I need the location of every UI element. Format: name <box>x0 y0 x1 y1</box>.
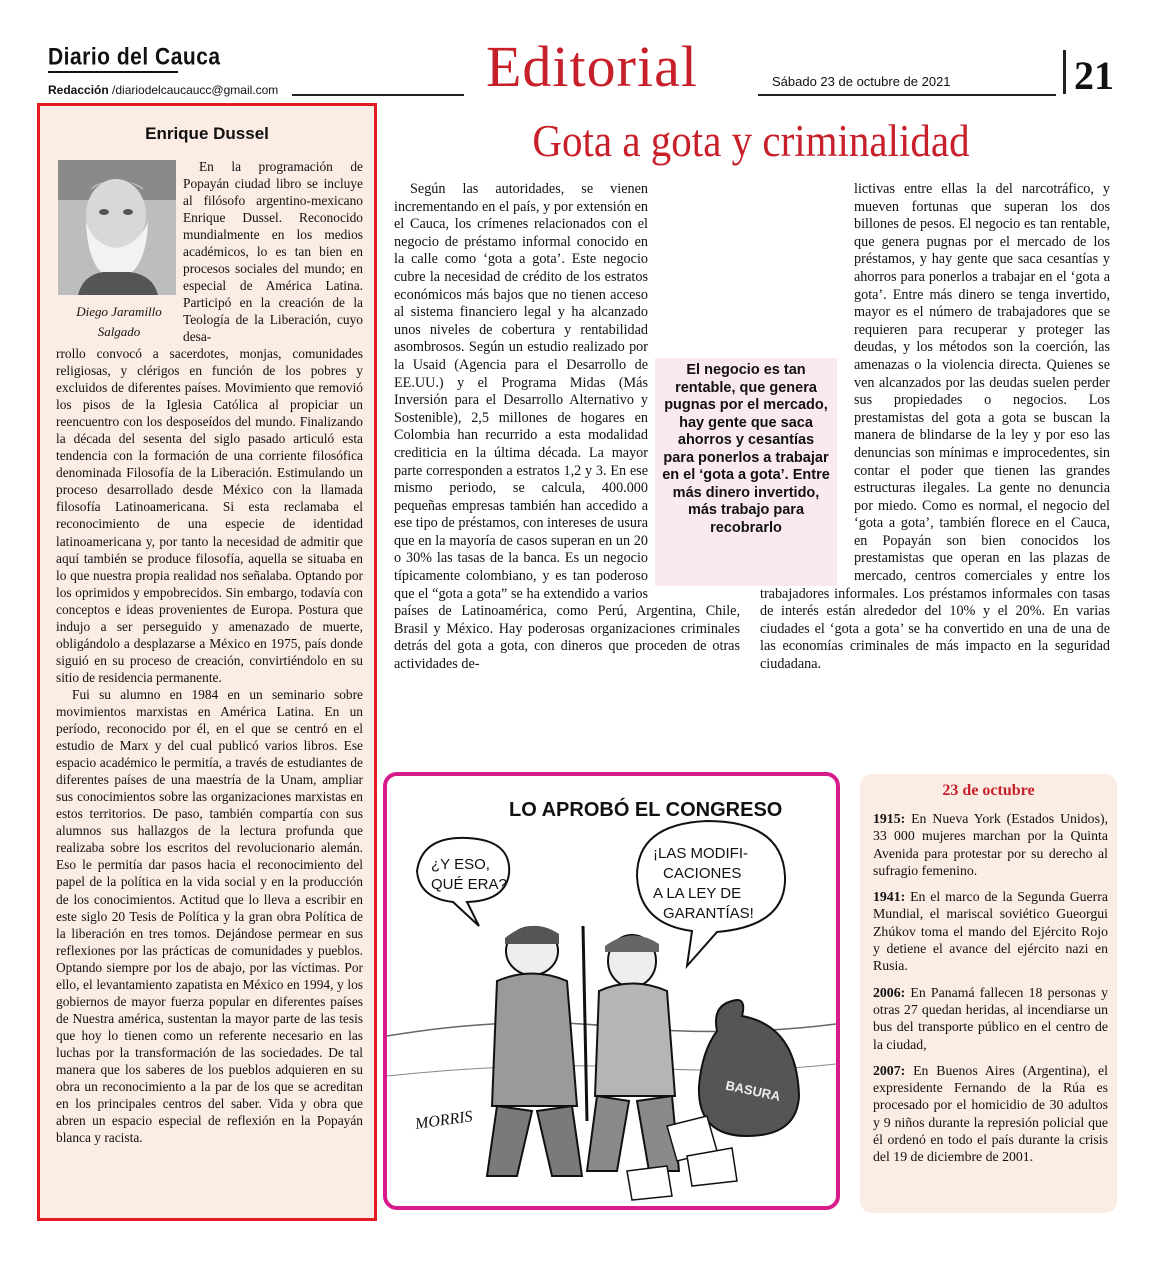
column-body-text <box>56 345 363 1146</box>
column-intro-text: En la programación de Popayán ciudad libro se incluye al filósofo argentino-mexicano Enrique Dussel. Reconocido mundialmente en los medios académicos, lo es tan bien en procesos sociales del mundo; en especial de América Latina. Participó en la creación de la Teología de la Liberación, cuyo desa- <box>183 159 363 345</box>
bubble-right-line-3: A LA LEY DE <box>653 885 742 902</box>
list-item: 1941: En el marco de la Segunda Guerra Mundial, el mariscal soviético Gueorgui Zhúkov toma el mando del Ejército Rojo y detiene el avance del ejército nazi en Rusia. <box>873 889 1108 974</box>
masthead-rule <box>48 71 178 73</box>
efemerides-list <box>873 810 1108 1175</box>
redaccion-label: Redacción <box>48 83 109 97</box>
bubble-right-line-4: GARANTÍAS! <box>663 905 754 922</box>
list-item: 2006: En Panamá fallecen 18 personas y otras 27 quedan heridas, al incendiarse un bus del transporte público en el centro de la ciudad, <box>873 984 1108 1052</box>
redaccion-line <box>48 83 278 97</box>
column-author: Enrique Dussel <box>145 124 269 143</box>
editorial-cartoon <box>383 772 840 1210</box>
issue-date: Sábado 23 de octubre de 2021 <box>772 74 951 89</box>
cartoon-drawing <box>387 776 836 1206</box>
page-number: 21 <box>1074 53 1114 98</box>
pull-quote: El negocio es tan rentable, que genera pugnas por el mercado, hay gente que saca ahorros y cesantías para ponerlos a trabajar en el ‘gota a gota’. Entre más dinero invertido, más trabajo para recobrarlo <box>655 358 837 586</box>
bubble-right-line-1: ¡LAS MODIFI- <box>653 845 749 862</box>
redaccion-email: /diariodelcaucaucc@gmail.com <box>108 83 279 97</box>
bubble-left-line-1: ¿Y ESO, <box>431 856 490 873</box>
masthead-logo: Diario del Cauca <box>48 44 221 71</box>
photo-caption: Diego Jaramillo Salgado <box>76 304 162 339</box>
list-item: 1915: En Nueva York (Estados Unidos), 33 000 mujeres marchan por la Quinta Avenida para protestar por su derecho al sufragio femenino. <box>873 811 1108 878</box>
columnist-photo <box>58 160 176 295</box>
efemerides-title: 23 de octubre <box>942 782 1035 799</box>
cartoon-caption: LO APROBÓ EL CONGRESO <box>509 799 783 821</box>
editorial-headline: Gota a gota y criminalidad <box>532 114 970 167</box>
cartoonist-signature: MORRIS <box>414 1108 474 1133</box>
garbage-bag-label: BASURA <box>724 1077 782 1104</box>
section-title: Editorial <box>486 34 698 99</box>
bubble-right-line-2: CACIONES <box>663 865 742 882</box>
column-paragraph-2: Fui su alumno en 1984 en un seminario sobre movimientos marxistas en América Latina. En un período, reconocido por él, en el que se centró en el estudio de Marx y del cual publicó varios libros. Ese espacio académico le permitía, a través de estudiantes de diferentes países de una maestría de la Unam, ampliar sus conocimientos sobre las organizaciones marxistas en estos territorios. De paso, también compartía con sus alumnos sus hallazgos de la lectura profunda que realizaba sobre los escritos del revolucionario alemán. Eso le permitía dar pasos hacia el reconocimiento del papel de la política en la vida social y en la producción de los conocimientos. Actitud que lo lleva a escribir en este siglo 20 Tesis de Política y la gran obra Política de la liberación en tres tomos. Dejándose permear en sus reflexiones por las prácticas de comunidades y pueblos. Optando siempre por los de abajo, por las víctimas. Por ello, el levantamiento zapatista en México en 1994, y los gobiernos de mayor fuerza popular en diferentes países de Nuestra américa, sustentan la mayor parte de las tesis que hoy lo tienen como un referente necesario en las luchas por la transformación de las sociedades. De tal manera que los saberes de los pueblos adquieren en su obra un reconocimiento a la par de los que se acreditan en los principales centros del saber. Vida y obra que abren un espacio especial de reflexión en la Popayán blanca y racista. <box>56 686 363 1146</box>
bubble-left-line-2: QUÉ ERA? <box>431 876 507 893</box>
header-rule-left <box>292 94 464 96</box>
list-item: 2007: En Buenos Aires (Argentina), el expresidente Fernando de la Rúa es procesado por el homicidio de 30 adultos y 9 niños durante la represión policial que él ordenó en todo el país durante la crisis del 19 de diciembre de 2001. <box>873 1062 1108 1165</box>
header-rule-right <box>758 94 1056 96</box>
page-number-divider <box>1063 50 1066 94</box>
editorial-col1-text: Según las autoridades, se vienen incrementando en el país, y por extensión en el Cauca, los crímenes relacionados con el negocio de préstamo informal conocido en la calle como ‘gota a gota’. Este negocio cubre la necesidad de crédito de los estratos económicos más bajos que no tienen acceso al sistema financiero legal y ha alcanzado unos niveles de cobertura y rentabilidad asombrosos. Según un estudio realizado por la Usaid (Agencia para el Desarrollo de EE.UU.) y el Programa Midas (Más Inversión para el Desarrollo Alternativo y Sostenible), 2,5 millones de hogares en Colombia han recurrido a esta modalidad crediticia en la última década. La mayor parte corresponden a estratos 1,2 y 3. En ese mismo periodo, se calcula, 400.000 pequeñas empresas también han accedido a ese tipo de préstamos, con intereses de usura que en la mayoría de casos superan en un 20 o 30% las tasas de la banca. Es un negocio típicamente colombiano, y es tan poderoso que el “gota a gota” se ha extendido a varios países de Latinoamérica, como Perú, Argentina, Chile, Brasil y México. Hay poderosas organizaciones criminales detrás del gota a gota, con dineros que proceden de otras actividades de- <box>394 181 740 673</box>
editorial-col2-text: lictivas entre ellas la del narcotráfico, y mueven fortunas que superan los dos billones de pesos. El negocio es tan rentable, que genera pugnas por el mercado de los préstamos, y hay gente que saca cesantías y ahorros para ponerlos a trabajar en el ‘gota a gota’. Entre más dinero se tenga invertido, mayor es el número de trabajadores que se requieren para recuperar y proteger las deudas, y los métodos son la coerción, las amenazas o la violencia directa. Quienes se ven alcanzados por las deudas suelen perder sus propiedades o negocios. Los prestamistas del gota a gota se buscan la manera de blindarse de la ley y por eso las denuncias son mínimas e improcedentes, sin contar el poder que tienen las grandes estructuras ilegales. La gente no denuncia por miedo. Como es normal, el negocio del ‘gota a gota’, también florece en el Cauca, en Popayán son bien conocidos los prestamistas que operan en las plazas de mercado, centros comerciales y entre los trabajadores informales. Los préstamos informales con tasas de interés están alrededor del 10% y el 20%. En varias ciudades el ‘gota a gota’ se ha convertido en una de una de las economías criminales de más impacto en la seguridad ciudadana. <box>760 181 1110 673</box>
portrait-icon <box>58 160 176 295</box>
column-paragraph-1: rrollo convocó a sacerdotes, monjas, comunidades religiosas, y clérigos en función de los pobres y excluidos de diferentes países. Movimiento que removió los pisos de la Iglesia Católica al propiciar un reencuentro con los desposeídos del mundo. Finalizando la década del sesenta del siglo pasado articuló esta tendencia con la formación de una corriente filosófica denominada Filosofía de la Liberación. Estimulando un proceso desarrollado desde México con la llamada filosofía Latinoamericana. Si esta reclamaba el reconocimiento de una especie de identidad latinoamericana y, por tanto la necesidad de admitir que aquí también se produce filosofía, aquella se situaba en lo que nuestra propia realidad nos señalaba. Optando por los oprimidos y empobrecidos. Sin embargo, todavía con conceptos e ideas provenientes de Europa. Postura que indujo a ser perseguido y amenazado de muerte, obligándolo a desplazarse a México en 1975, país donde siguió en su proceso de creación, convirtiéndolo en su sitio de residencia permanente. <box>56 346 363 685</box>
